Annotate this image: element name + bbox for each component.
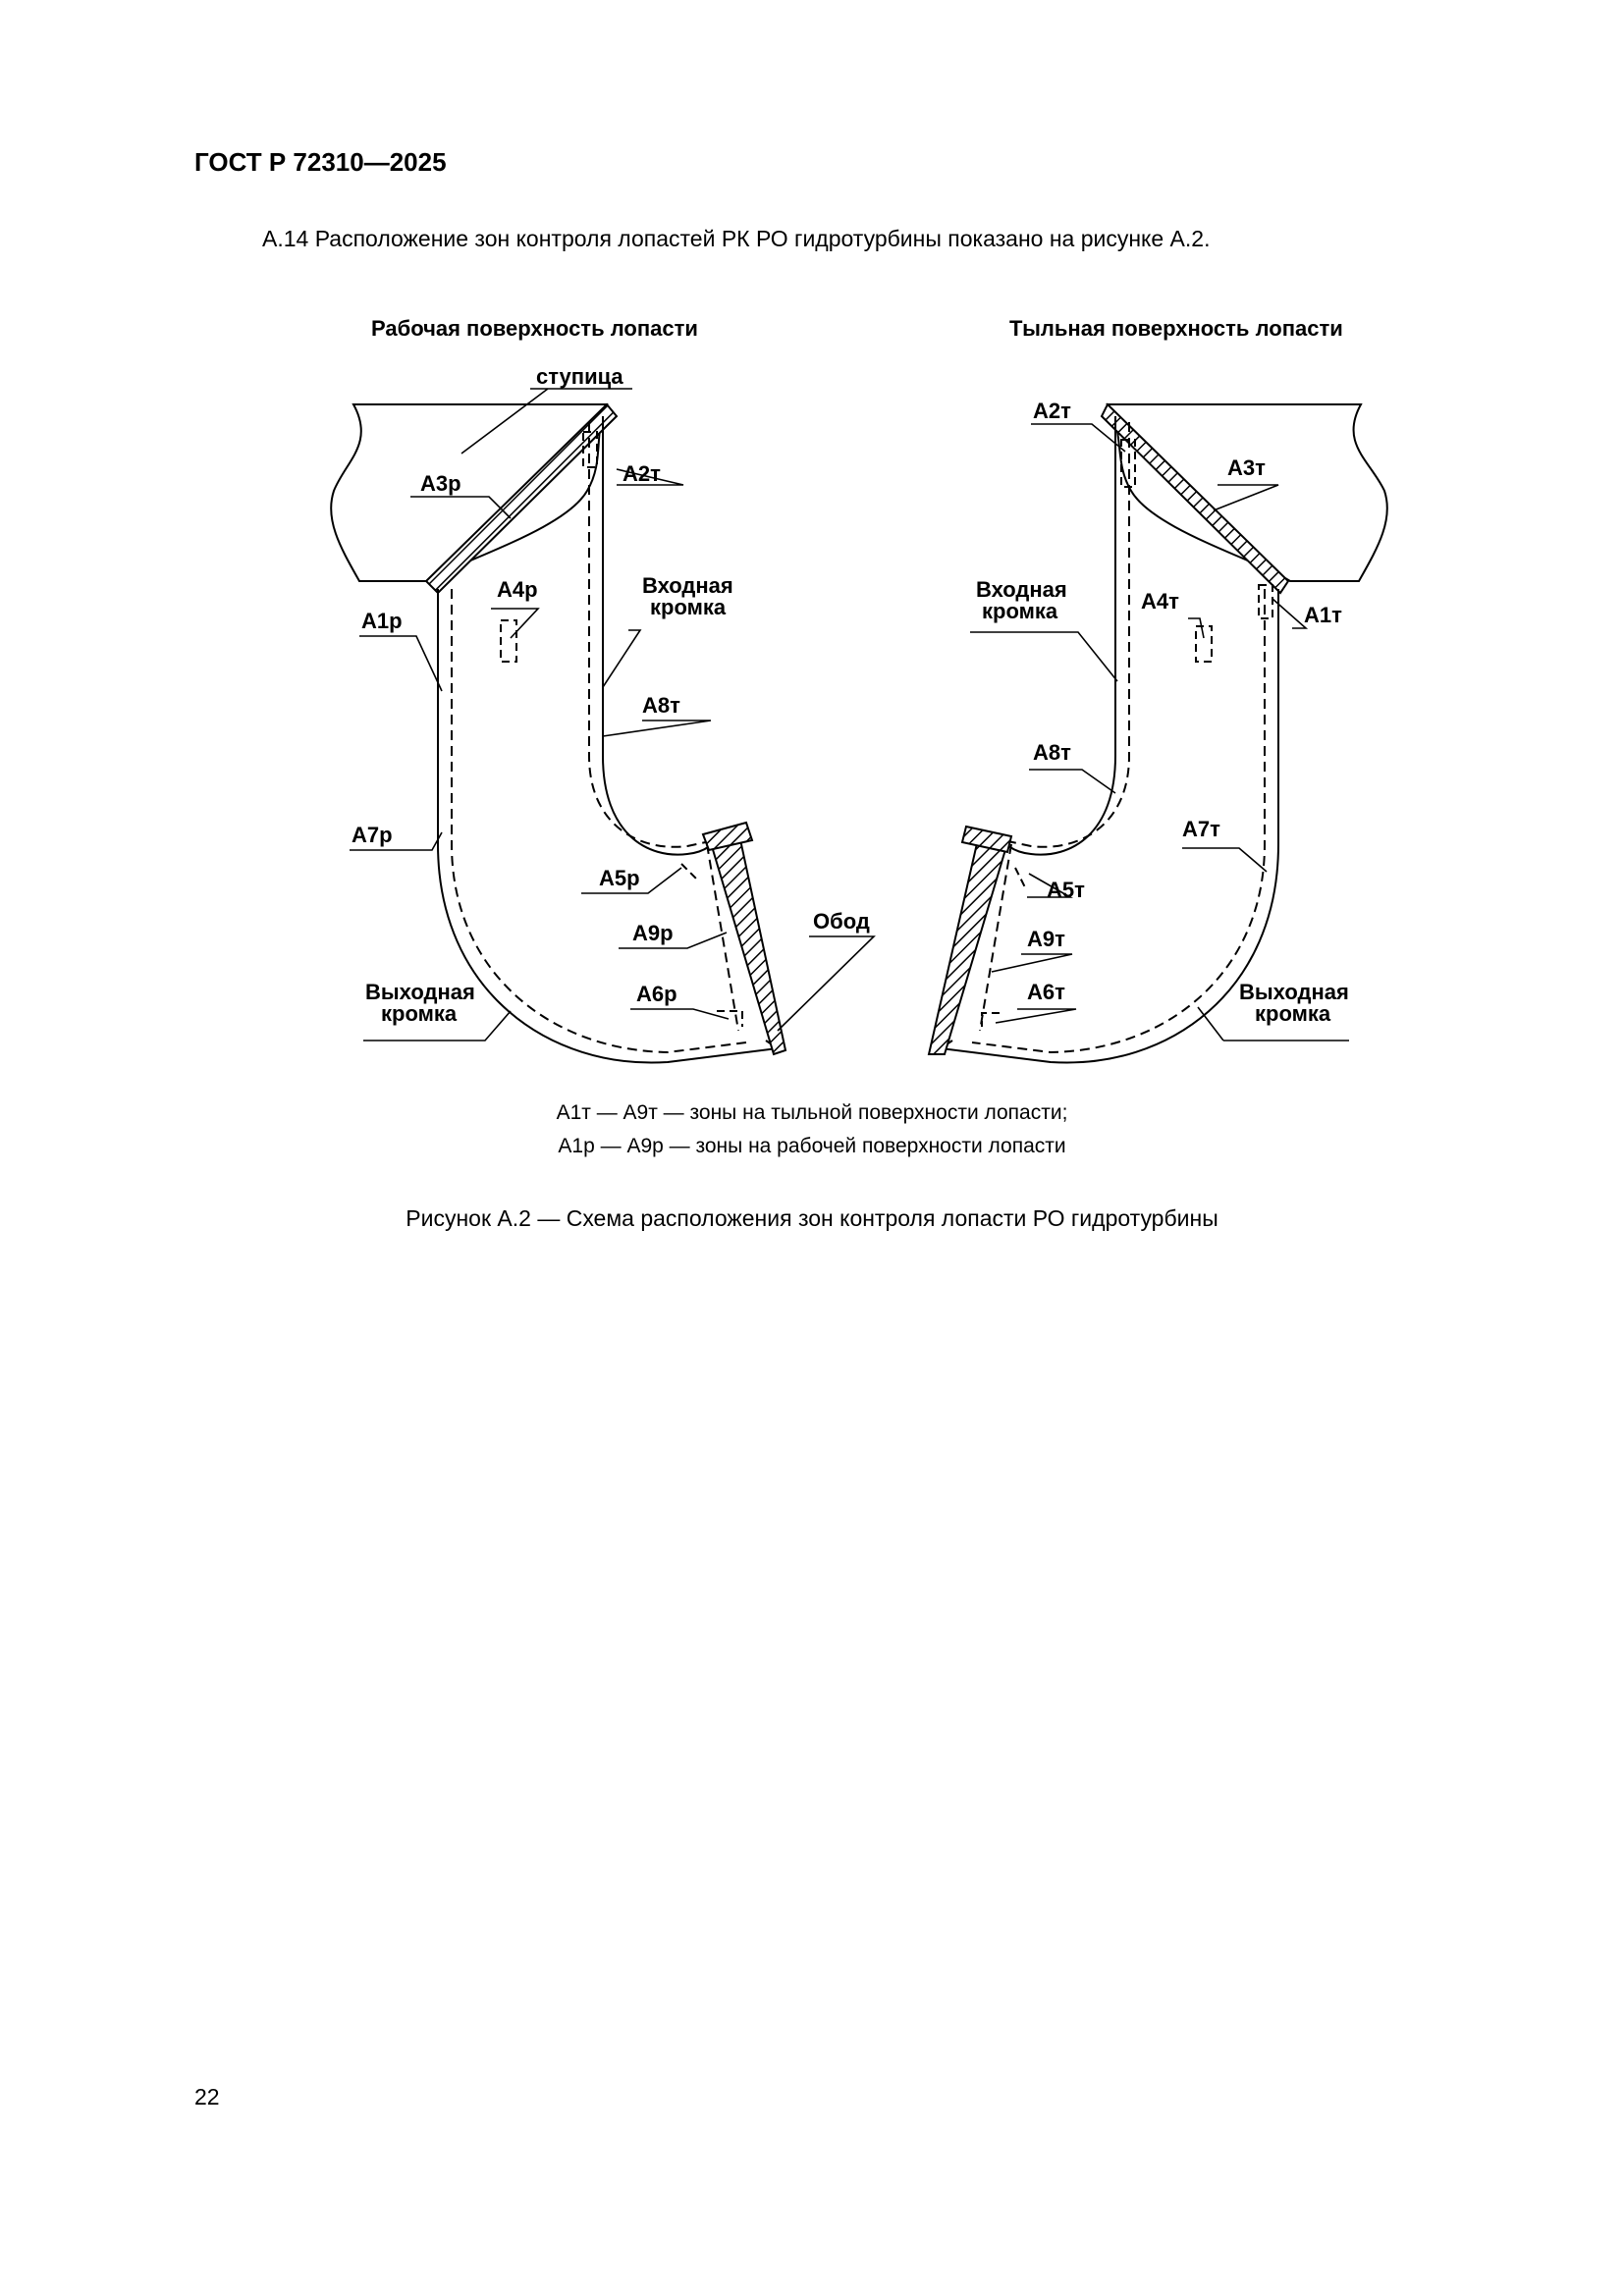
right-zone-a6-mark xyxy=(982,1013,1000,1027)
right-label-outlet-2: кромка xyxy=(1255,1001,1331,1026)
right-rim-top xyxy=(962,827,1011,852)
right-label-a1: А1т xyxy=(1304,603,1342,627)
right-zone-a5-mark xyxy=(1015,868,1025,887)
right-label-outlet-1: Выходная xyxy=(1239,980,1349,1004)
right-label-a2: А2т xyxy=(1033,399,1071,423)
right-blade-drawing xyxy=(929,404,1387,1063)
left-label-rim: Обод xyxy=(813,909,870,934)
figure-caption: Рисунок А.2 — Схема расположения зон контроля лопасти РО гидротурбины xyxy=(406,1205,1218,1231)
left-label-outlet-1: Выходная xyxy=(365,980,475,1004)
right-label-a9: А9т xyxy=(1027,927,1065,951)
left-label-a9: А9р xyxy=(632,921,674,945)
left-title: Рабочая поверхность лопасти xyxy=(371,316,698,341)
right-zone-a4-box xyxy=(1196,626,1212,662)
left-zone-a4-box xyxy=(501,620,516,662)
left-label-a1: А1р xyxy=(361,609,403,633)
right-label-a6: А6т xyxy=(1027,980,1065,1004)
right-rim xyxy=(929,830,1009,1054)
left-label-a8: А8т xyxy=(642,693,680,718)
left-label-a2: А2т xyxy=(623,461,661,486)
right-title: Тыльная поверхность лопасти xyxy=(1009,316,1343,341)
blade-zones-figure xyxy=(0,0,1624,1129)
left-label-a6: А6р xyxy=(636,982,677,1006)
section-paragraph: А.14 Расположение зон контроля лопастей РК РО гидротурбины показано на рисунке А.2. xyxy=(262,226,1211,251)
left-label-inlet-2: кромка xyxy=(650,595,727,619)
figure-legend-line-2: А1р — А9р — зоны на рабочей поверхности лопасти xyxy=(558,1135,1066,1157)
left-label-a4: А4р xyxy=(497,577,538,602)
right-label-a5: А5т xyxy=(1047,878,1085,902)
document-header: ГОСТ Р 72310—2025 xyxy=(194,147,447,177)
page-number: 22 xyxy=(194,2084,220,2109)
left-label-inlet-1: Входная xyxy=(642,573,733,598)
left-label-hub: ступица xyxy=(536,364,623,389)
left-label-a5: А5р xyxy=(599,866,640,890)
right-label-inlet-2: кромка xyxy=(982,599,1058,623)
left-zone-a6-mark xyxy=(717,1011,742,1027)
left-label-outlet-2: кромка xyxy=(381,1001,458,1026)
figure-legend-line-1: А1т — А9т — зоны на тыльной поверхности лопасти; xyxy=(556,1101,1068,1124)
left-rim xyxy=(709,830,785,1054)
right-label-a7: А7т xyxy=(1182,817,1220,841)
left-rim-top xyxy=(703,823,752,850)
left-blade-drawing xyxy=(331,404,785,1063)
left-label-a3: А3р xyxy=(420,471,461,496)
right-label-inlet-1: Входная xyxy=(976,577,1067,602)
right-label-a3: А3т xyxy=(1227,455,1266,480)
left-zone-a5-mark xyxy=(681,864,699,881)
left-label-a7: А7р xyxy=(352,823,393,847)
right-label-a4: А4т xyxy=(1141,589,1179,614)
right-label-a8: А8т xyxy=(1033,740,1071,765)
